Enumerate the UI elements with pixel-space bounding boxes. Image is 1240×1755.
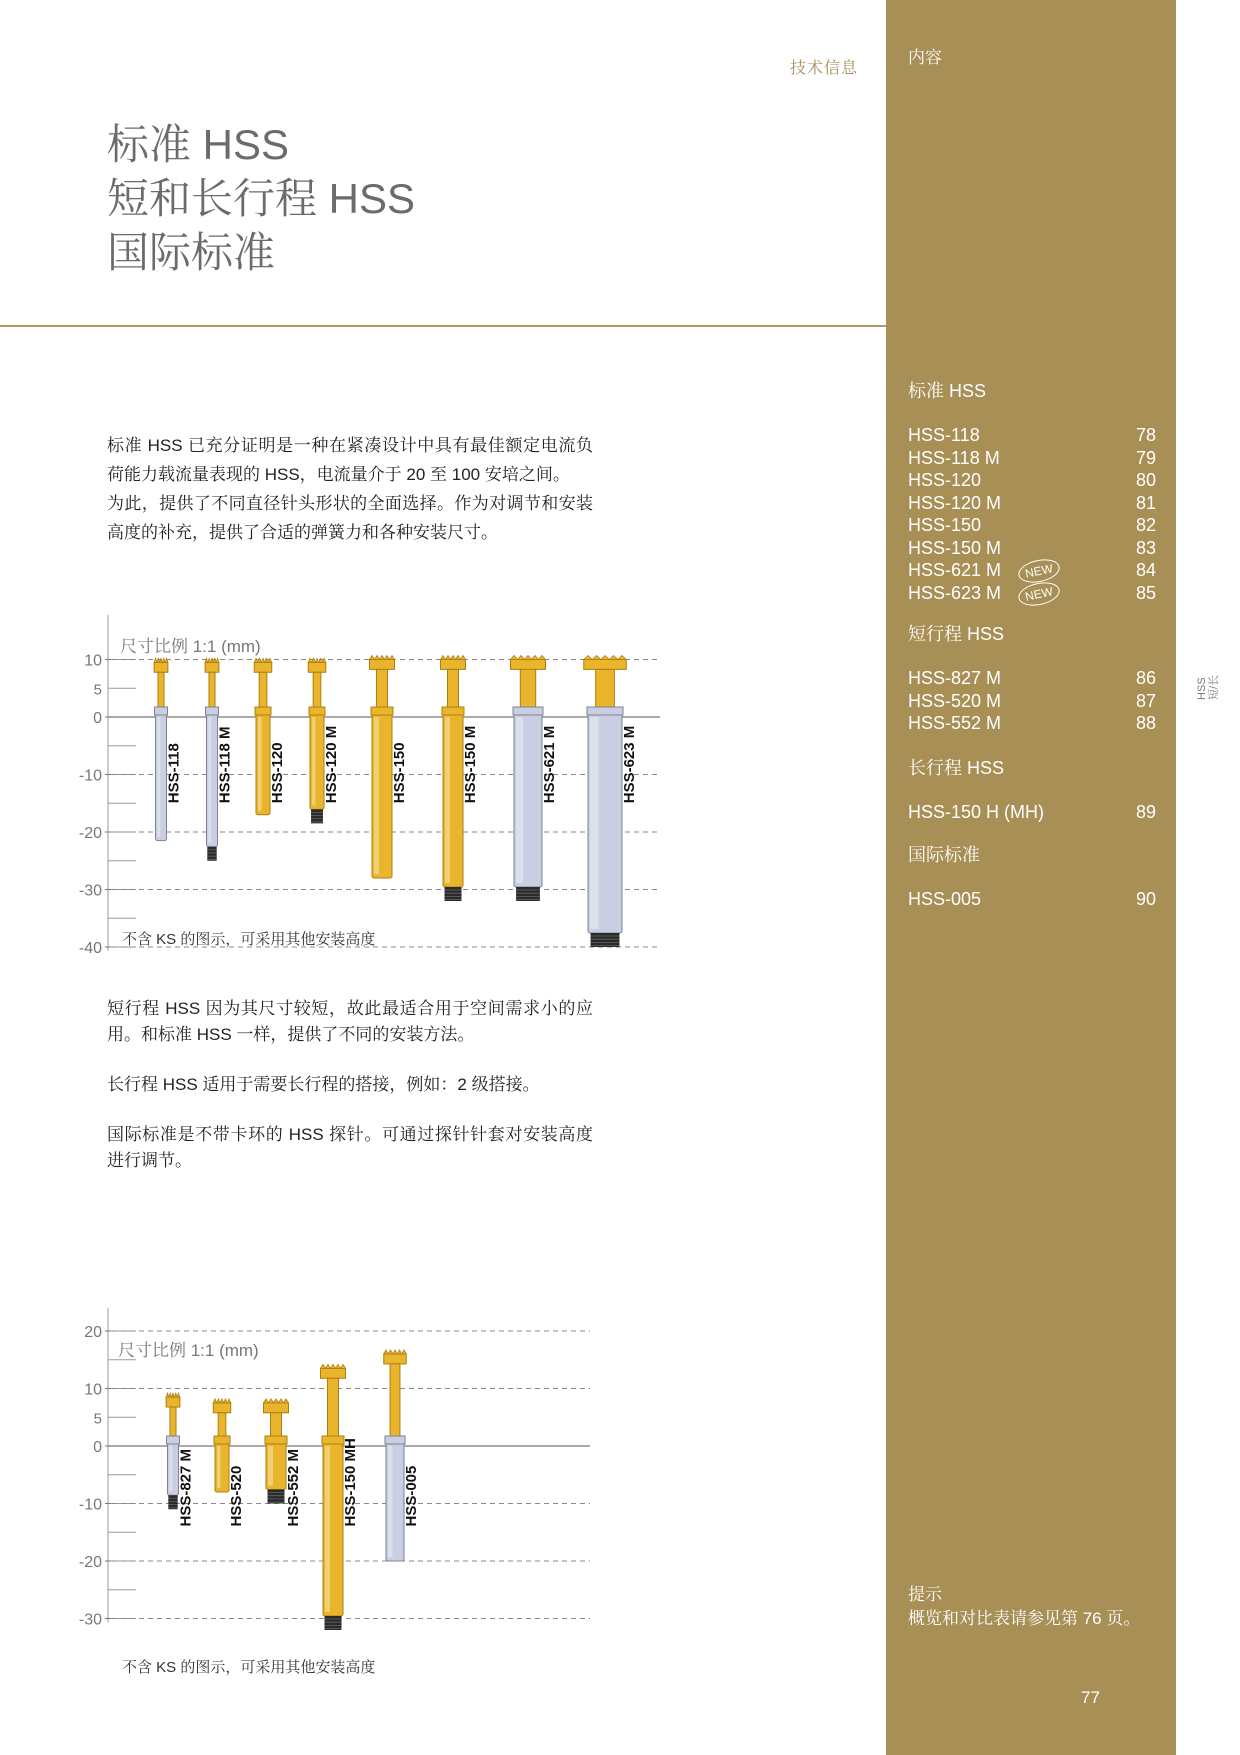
probe-head [384,1354,407,1364]
probe-plunger [259,672,267,707]
sidebar-item-page: 83 [1135,537,1156,558]
probe-crown-tooth [162,658,165,662]
probe-plunger [218,1413,226,1436]
probe [384,1350,420,1561]
probe-crown-tooth [177,1393,180,1397]
probe-thread [268,1490,285,1504]
probe-collar [322,1436,344,1444]
sidebar-item-page: 82 [1135,515,1156,535]
probe-collar [587,707,623,715]
probe-crown-tooth [213,1399,217,1403]
sidebar-item-label: HSS-120 [908,470,982,490]
axis-tick-label: -20 [78,1554,102,1571]
probe-collar [214,1436,230,1444]
probe [370,656,409,879]
probe-crown-tooth [312,658,316,662]
hint-box [908,1583,1140,1631]
sidebar-item[interactable] [908,801,1156,824]
probe-plunger [271,1413,282,1436]
probe-collar [155,707,168,715]
probe-plunger [596,669,615,707]
probe-crown-tooth [157,658,160,662]
axis-tick-label: 20 [84,1324,102,1341]
probe-label: HSS-552 M [285,1448,302,1527]
vertical-tag-line: 短/长 [1208,674,1220,700]
probe-crown-tooth [461,656,466,660]
probe-crown-tooth [601,656,610,660]
sidebar-group-title: 标准 HSS [908,381,987,401]
probe-collar [167,1436,180,1444]
probe-highlight [590,717,599,929]
sidebar-item-page: 86 [1135,668,1156,688]
probe-crown-tooth [211,658,214,662]
probe-head [205,662,219,672]
probe-crown-tooth [402,1350,407,1354]
sidebar-header: 内容 [908,48,942,67]
probe-crown-tooth [274,1399,279,1403]
probe-crown-tooth [380,656,385,660]
page-number: 77 [1081,1688,1100,1707]
probe-collar [309,707,325,715]
sidebar-item-label: HSS-150 [908,515,982,535]
probe-head [308,662,326,672]
probe-crown-tooth [331,1364,336,1368]
probe-label: HSS-827 M [177,1448,195,1527]
section-label: 技术信息 [790,60,859,77]
axis-tick-label: -10 [78,1496,102,1514]
sidebar-item-page: 88 [1135,713,1156,733]
probe-crown-tooth [532,656,539,660]
probe [154,658,182,840]
probe-highlight [312,717,316,805]
probe-highlight [209,717,212,843]
axis-tick-label: 10 [84,652,102,670]
probe-crown-tooth [213,658,216,662]
probe-crown-tooth [308,658,312,662]
probe-highlight [170,1446,173,1491]
probe-crown-tooth [539,656,546,660]
probe-crown-tooth [451,656,456,660]
new-badge: NEW [1016,556,1062,586]
sidebar-item[interactable] [908,537,1156,560]
probe-head [213,1403,231,1413]
probe-crown-tooth [592,656,601,660]
sidebar-group-title: 长行程 HSS [908,758,1005,778]
sidebar-group-title: 国际标准 [908,845,980,865]
body-paragraph: 长行程 HSS 适用于需要长行程的搭接，例如：2 级搭接。 [107,1075,540,1094]
probe-head [264,1403,289,1413]
probe-label: HSS-150 MH [342,1438,359,1527]
probe-label: HSS-623 M [621,725,638,804]
hint-text: 概览和对比表请参见第 76 页。 [908,1609,1141,1628]
axis-tick-label: 10 [84,1381,102,1399]
probe-head [370,660,395,670]
probe-highlight [258,717,262,811]
probe-crown-tooth [584,656,593,660]
sidebar-item[interactable] [908,888,1156,911]
probe-plunger [313,672,321,707]
sidebar-item-page: 89 [1135,802,1156,822]
probe-crown-tooth [441,656,446,660]
probe-crown-tooth [456,656,461,660]
probe-crown-tooth [154,658,157,662]
probe-crown-tooth [216,658,219,662]
page-title: 标准 HSS [107,121,290,168]
probe [511,656,559,902]
probe-thread [445,887,462,901]
axis-tick-label: 0 [93,1439,102,1456]
probe-highlight [445,717,450,883]
probe-crown-tooth [618,656,627,660]
probe-crown-tooth [284,1399,289,1403]
probe-collar [385,1436,405,1444]
probe-crown-tooth [384,1350,389,1354]
sidebar-item-label: HSS-118 M [908,447,1000,468]
probe-crown-tooth [160,658,163,662]
probe-head [254,662,272,672]
probe-crown-tooth [208,658,211,662]
probe-crown-tooth [227,1399,231,1403]
probe-crown-tooth [217,1399,221,1403]
probe-crown-tooth [390,656,395,660]
hint-title: 提示 [908,1585,942,1604]
sidebar-item-label: HSS-621 M [908,560,1002,580]
sidebar-item-page: 81 [1135,492,1156,513]
scale-label: 尺寸比例 1:1 (mm) [120,637,261,656]
probe-label: HSS-150 [391,742,408,804]
probe-label: HSS-118 M [216,726,234,804]
probe-plunger [328,1378,339,1436]
probe-thread [591,933,620,947]
probe-collar [255,707,271,715]
probe-plunger [209,672,215,707]
probe [441,656,480,902]
title-divider [0,325,886,327]
probe-plunger [158,672,164,707]
probe-crown-tooth [269,1399,274,1403]
sidebar-item-label: HSS-150 H (MH) [908,802,1045,822]
probe-crown-tooth [525,656,532,660]
probe-crown-tooth [321,1364,326,1368]
sidebar-item-page: 80 [1135,470,1156,490]
probe-crown-tooth [397,1350,402,1354]
sidebar-item[interactable] [908,514,1156,537]
sidebar-item[interactable] [908,559,1156,582]
probe-highlight [217,1446,221,1488]
probe-plunger [448,669,459,707]
sidebar-item-page: 79 [1135,447,1156,468]
intro-paragraph: 标准 HSS 已充分证明是一种在紧凑设计中具有最佳额定电流负荷能力载流量表现的 HSS，电流量介于 20 至 100 安培之间。 [107,436,593,484]
probe-head [441,660,466,670]
probe-crown-tooth [165,658,168,662]
probe-crown-tooth [315,658,319,662]
probe-label: HSS-005 [403,1465,420,1527]
intro-paragraph: 为此，提供了不同直径针头形状的全面选择。作为对调节和安装高度的补充，提供了合适的弹簧力和各种安装尺寸。 [107,494,593,542]
page-subtitle: 短和长行程 HSS [107,175,416,222]
sidebar-item[interactable] [908,582,1156,605]
sidebar-group [908,757,1156,824]
intro-text [107,431,593,547]
sidebar-item-label: HSS-827 M [908,668,1002,688]
new-badge: NEW [1016,578,1062,608]
diagram-note: 不含 KS 的图示，可采用其他安装高度 [122,1659,376,1676]
page-subtitle-2: 国际标准 [107,229,276,276]
probe-crown-tooth [518,656,525,660]
probe-plunger [170,1407,176,1436]
probe-crown-tooth [268,658,272,662]
probe-highlight [325,1446,330,1612]
probe [166,1393,194,1526]
probe-crown-tooth [254,658,258,662]
probe-crown-tooth [446,656,451,660]
probe-collar [206,707,219,715]
probe-crown-tooth [385,656,390,660]
probe-crown-tooth [511,656,518,660]
probe-highlight [388,1446,393,1557]
body-paragraph: 国际标准是不带卡环的 HSS 探针。可通过探针针套对安装高度进行调节。 [107,1125,593,1170]
probe-head [584,660,627,670]
probe-label: HSS-120 [269,742,286,804]
axis-tick-label: -30 [78,1611,102,1629]
probe-crown-tooth [319,658,323,662]
sidebar-item-label: HSS-520 M [908,690,1002,711]
diagram-note: 不含 KS 的图示，可采用其他安装高度 [122,931,376,948]
probe-head [511,660,546,670]
body-paragraph: 短行程 HSS 因为其尺寸较短，故此最适合用于空间需求小的应用。和标准 HSS 一样，提供了不同的安装方法。 [107,999,593,1044]
probe-crown-tooth [258,658,262,662]
sidebar-item-label: HSS-120 M [908,492,1002,513]
probe-plunger [390,1364,400,1436]
probe-crown-tooth [279,1399,284,1403]
probe-crown-tooth [322,658,326,662]
axis-tick-label: 0 [93,710,102,727]
probe-label: HSS-120 M [323,725,340,804]
probe-crown-tooth [261,658,265,662]
sidebar-group-title: 短行程 HSS [908,624,1005,644]
sidebar-item[interactable] [908,712,1156,735]
probe-head [166,1397,180,1407]
probe-highlight [268,1446,273,1486]
probe-crown-tooth [172,1393,175,1397]
sidebar-item-label: HSS-005 [908,889,982,909]
sidebar-item[interactable] [908,469,1156,492]
probe-collar [265,1436,287,1444]
sidebar-item-page: 78 [1135,425,1156,445]
probe-crown-tooth [609,656,618,660]
probe-thread [516,887,540,901]
sidebar-item-label: HSS-623 M [908,582,1002,603]
probe [584,656,638,948]
sidebar-item-page: 85 [1135,582,1156,603]
probe-crown-tooth [265,658,269,662]
probe-crown-tooth [264,1399,269,1403]
probe-label: HSS-621 M [541,725,558,804]
probe [254,658,286,814]
probe [213,1399,245,1527]
sidebar-item-label: HSS-118 [908,425,980,445]
axis-tick-label: 5 [93,681,102,699]
page-titles [107,118,415,280]
sidebar-group [908,380,1156,604]
probe-crown-tooth [326,1364,331,1368]
sidebar-contents [886,0,1176,1755]
probe-highlight [158,717,161,837]
probe-collar [371,707,393,715]
probe-crown-tooth [388,1350,393,1354]
probe-diagram-standard [60,615,680,965]
probe [264,1399,303,1527]
axis-tick-label: -40 [78,940,102,957]
probe-crown-tooth [375,656,380,660]
probe [308,658,340,823]
vertical-tag-line: HSS [1196,677,1208,700]
sidebar-item-label: HSS-552 M [908,713,1002,733]
axis-tick-label: -10 [78,767,102,785]
sidebar-group [908,844,1156,911]
probe-head [321,1368,346,1378]
sidebar-item[interactable] [908,667,1156,690]
probe-collar [442,707,464,715]
sidebar-item-page: 84 [1135,560,1156,580]
probe-highlight [374,717,379,874]
sidebar-item[interactable] [908,424,1156,447]
axis-tick-label: -30 [78,882,102,900]
body-text [107,996,593,1174]
probe-label: HSS-520 [228,1465,245,1527]
probe-plunger [520,669,535,707]
probe-crown-tooth [174,1393,177,1397]
vertical-section-tag [1196,660,1220,700]
probe-thread [168,1495,177,1509]
axis-tick-label: 5 [93,1410,102,1428]
probe-crown-tooth [220,1399,224,1403]
probe-crown-tooth [336,1364,341,1368]
probe-plunger [377,669,388,707]
probe-highlight [516,717,523,883]
probe-thread [325,1616,342,1630]
probe-crown-tooth [341,1364,346,1368]
probe-crown-tooth [166,1393,169,1397]
scale-label: 尺寸比例 1:1 (mm) [118,1341,259,1360]
probe-crown-tooth [370,656,375,660]
probe-crown-tooth [205,658,208,662]
probe-collar [513,707,543,715]
probe-label: HSS-118 [165,743,183,804]
probe-thread [207,847,216,861]
sidebar-item[interactable] [908,690,1156,713]
sidebar-group [908,623,1156,735]
probe [205,658,233,860]
axis-tick-label: -20 [78,825,102,842]
probe-thread [311,809,323,823]
probe-head [154,662,168,672]
sidebar-item[interactable] [908,492,1156,515]
probe [321,1364,360,1630]
sidebar-item-page: 90 [1135,889,1156,909]
probe-label: HSS-150 M [462,725,479,804]
probe-crown-tooth [393,1350,398,1354]
sidebar-item-page: 87 [1135,690,1156,711]
probe-crown-tooth [169,1393,172,1397]
sidebar-item-label: HSS-150 M [908,537,1002,558]
sidebar-item[interactable] [908,447,1156,470]
probe-crown-tooth [224,1399,228,1403]
